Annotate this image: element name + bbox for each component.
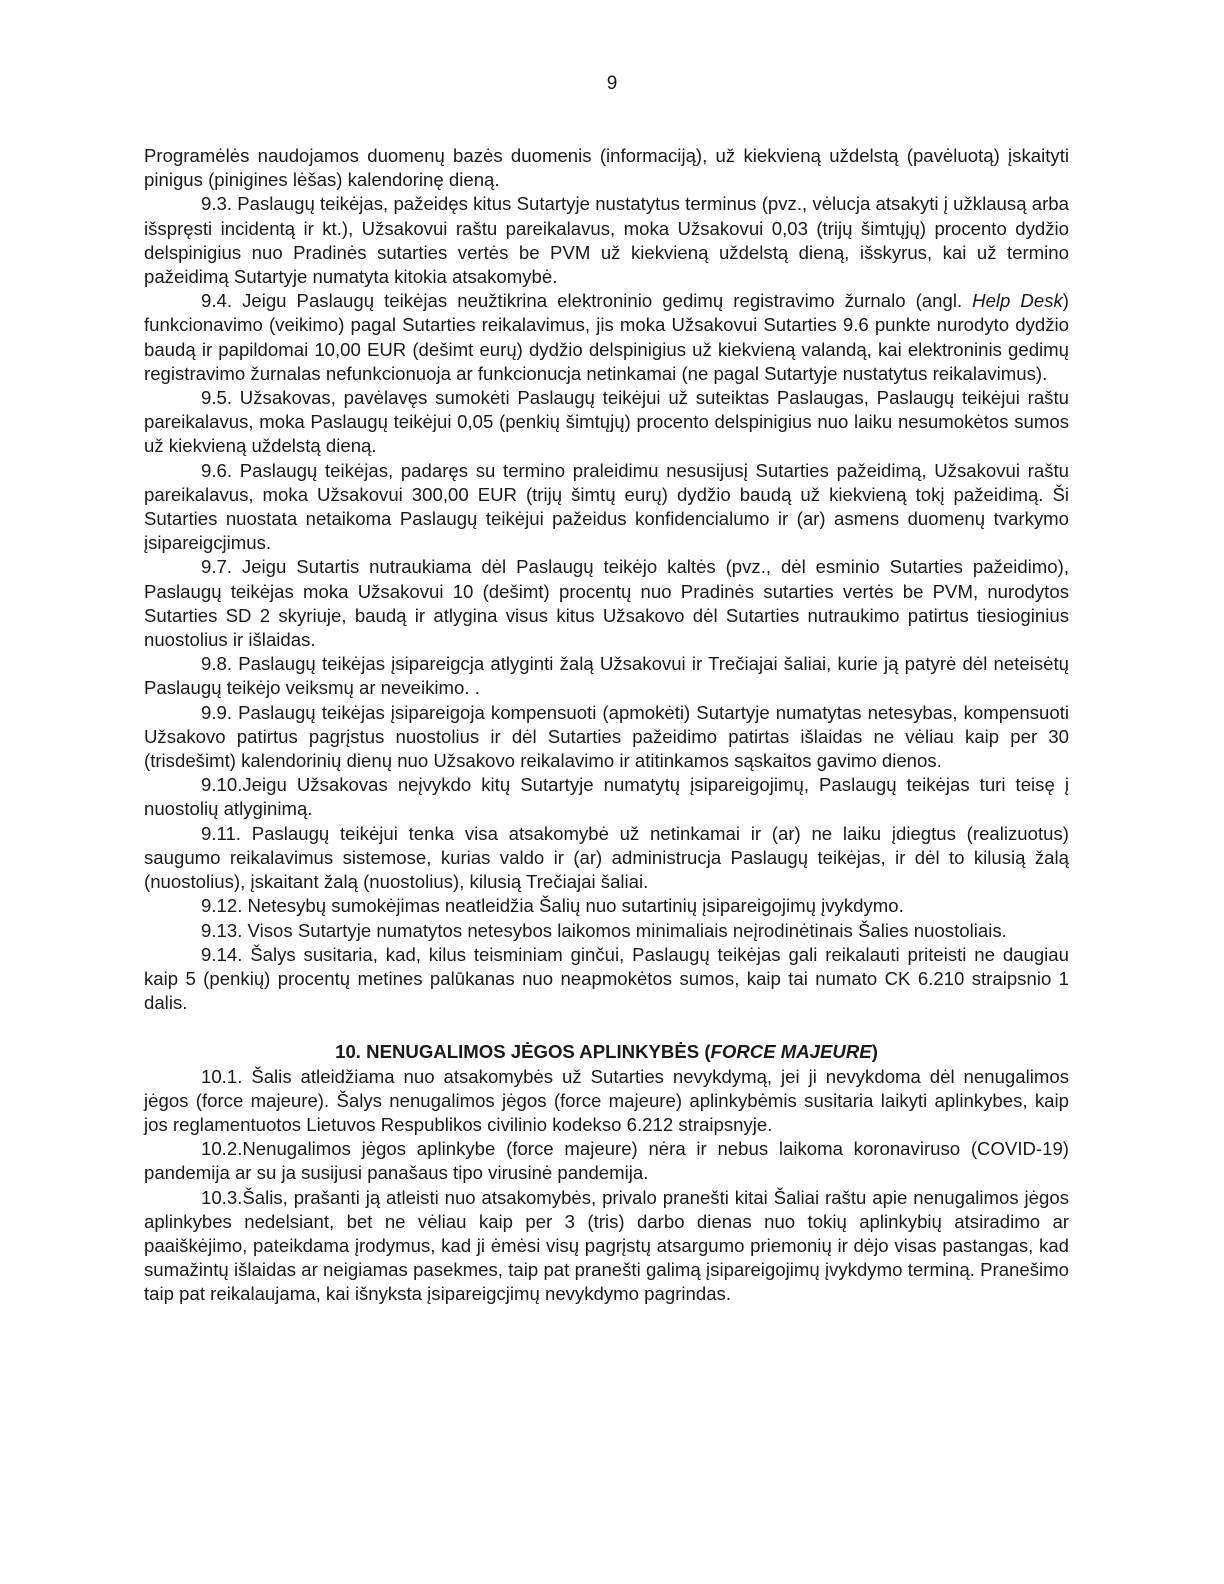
section-title-close: ) (871, 1041, 878, 1063)
paragraph-9-4 (144, 289, 1069, 386)
paragraph-number: 9.13. (201, 919, 243, 941)
document-body (144, 144, 1069, 1307)
paragraph-text: Paslaugų teikėjui tenka visa atsakomybė už netinkamai ir (ar) ne laiku įdiegtus (realizuotus) saugumo reikalavimus sistemose, kurias valdo ir (ar) administrucja Paslaugų teikėjas, ir dėl to kilusią žalą (nuostolius), įskaitant žalą (nuostolius), kilusią Trečiajai šaliai. (144, 822, 1069, 893)
paragraph-9-12 (144, 894, 1069, 918)
paragraph-9-11 (144, 822, 1069, 895)
paragraph-9-8 (144, 652, 1069, 700)
section-number: 10. (335, 1041, 361, 1063)
paragraph-text: Jeigu Užsakovas neįvykdo kitų Sutartyje numatytų įsipareigojimų, Paslaugų teikėjas turi teisę į nuostolių atlyginimą. (144, 774, 1069, 820)
paragraph-text: Šalis, prašanti ją atleisti nuo atsakomybės, privalo pranešti kitai Šaliai raštu apie nenugalimos jėgos aplinkybes nedelsiant, bet ne vėliau kaip per 3 (tris) darbo dienas nuo tokių aplinkybių atsiradimo ar paaiškėjimo, pateikdama įrodymus, kad ji ėmėsi visų pagrįstų atsargumo priemonių ir dėjo visas pastangas, kad sumažintų išlaidas ar neigiamas pasekmes, taip pat pranešti galimą įsipareigojimų įvykdymo terminą. Pranešimo taip pat reikalaujama, kai išnyksta įsipareigcjimų nevykdymo pagrindas. (144, 1186, 1069, 1305)
section-title: NENUGALIMOS JĖGOS APLINKYBĖS ( (366, 1041, 711, 1063)
section-heading (144, 1040, 1069, 1064)
paragraph-text: Visos Sutartyje numatytos netesybos laikomos minimaliais neįrodinėtinais Šalies nuostoliais. (247, 919, 1007, 941)
paragraph-number: 9.6. (201, 459, 233, 481)
paragraph-9-6 (144, 459, 1069, 556)
paragraph-10-2 (144, 1137, 1069, 1185)
paragraph-number: 10.1. (201, 1065, 243, 1087)
paragraph-text: Paslaugų teikėjas, padaręs su termino praleidimu nesusijusį Sutarties pažeidimą, Užsakovui raštu pareikalavus, moka Užsakovui 300,00 EUR (trijų šimtų eurų) dydžio baudą už kiekvieną tokį pažeidimą. Ši Sutarties nuostata netaikoma Paslaugų teikėjui pažeidus konfidencialumo ir (ar) asmens duomenų tvarkymo įsipareigcjimus. (144, 459, 1070, 554)
paragraph-number: 10.3. (201, 1186, 243, 1208)
paragraph-text: Paslaugų teikėjas įsipareigoja kompensuoti (apmokėti) Sutartyje numatytas netesybas, kompensuoti Užsakovo patirtus pagrįstus nuostolius ir dėl Sutarties pažeidimo patirtas išlaidas ne vėliau kaip per 30 (trisdešimt) kalendorinių dienų nuo Užsakovo reikalavimo ir atitinkamos sąskaitos gavimo dienos. (144, 701, 1070, 772)
paragraph-text: ) funkcionavimo (veikimo) pagal Sutarties reikalavimus, jis moka Užsakovui Sutarties 9.6 punkte nurodyto dydžio baudą ir papildomai 10,00 EUR (dešimt eurų) dydžio delspinigius už kiekvieną valandą, kai elektroninis gedimų registravimo žurnalas nefunkcionuoja ar funkcionucja netinkamai (ne pagal Sutartyje nustatytus reikalavimus). (144, 290, 1069, 384)
paragraph-9-7 (144, 555, 1069, 652)
paragraph-number: 9.3. (201, 193, 233, 215)
paragraph-number: 9.10. (201, 774, 243, 796)
paragraph-text: Šalis atleidžiama nuo atsakomybės už Sutarties nevykdymą, jei ji nevykdoma dėl nenugalimos jėgos (force majeure). Šalys nenugalimos jėgos (force majeure) aplinkybėmis susitaria laikyti aplinkybes, kaip jos reglamentuotos Lietuvos Respublikos civilinio kodekso 6.212 straipsnyje. (144, 1065, 1069, 1135)
paragraph-number: 9.11. (201, 822, 241, 844)
paragraph-number: 10.2. (201, 1138, 243, 1160)
paragraph-9-5 (144, 386, 1069, 459)
paragraph-text: Netesybų sumokėjimas neatleidžia Šalių nuo sutartinių įsipareigojimų įvykdymo. (247, 895, 904, 917)
paragraph-9-3 (144, 192, 1069, 289)
paragraph-text: Užsakovas, pavėlavęs sumokėti Paslaugų teikėjui už suteiktas Paslaugas, Paslaugų teikėjui raštu pareikalavus, moka Paslaugų teikėjui 0,05 (penkių šimtųjų) procento delspinigius nuo laiku nesumokėtos sumos už kiekvieną uždelstą dieną. (144, 387, 1069, 457)
paragraph-italic-term: Help Desk (972, 290, 1063, 312)
paragraph-text: Jeigu Sutartis nutraukiama dėl Paslaugų teikėjo kaltės (pvz., dėl esminio Sutarties pažeidimo), Paslaugų teikėjas moka Užsakovui 10 (dešimt) procentų nuo Pradinės sutarties vertės be PVM, nurodytos Sutarties SD 2 skyriuje, baudą ir atlygina visus kitus Užsakovo dėl Sutarties nutraukimo patirtus tiesioginius nuostolius ir išlaidas. (144, 556, 1069, 651)
paragraph-9-14 (144, 943, 1069, 1016)
paragraph-text: Šalys susitaria, kad, kilus teisminiam ginčui, Paslaugų teikėjas gali reikalauti priteisti ne daugiau kaip 5 (penkių) procentų metines palūkanas nuo neapmokėtos sumos, kaip tai numato CK 6.210 straipsnio 1 dalis. (144, 943, 1069, 1014)
paragraph-number: 9.5. (201, 387, 233, 409)
paragraph-number: 9.7. (201, 556, 233, 578)
paragraph-number: 9.4. (201, 290, 233, 312)
paragraph-number: 9.8. (201, 653, 233, 675)
paragraph-text: Paslaugų teikėjas įsipareigcja atlyginti žalą Užsakovui ir Trečiajai šaliai, kurie ją patyrė dėl neteisėtų Paslaugų teikėjo veiksmų ar neveikimo. . (144, 653, 1070, 699)
paragraph-text: Jeigu Paslaugų teikėjas neužtikrina elektroninio gedimų registravimo žurnalo (angl. (242, 290, 973, 312)
paragraph-number: 9.12. (201, 895, 243, 917)
paragraph-10-3 (144, 1186, 1069, 1307)
paragraph-number: 9.14. (201, 943, 243, 965)
paragraph-number: 9.9. (201, 701, 233, 723)
paragraph-9-13 (144, 919, 1069, 943)
page-number: 9 (606, 73, 618, 94)
paragraph-9-2-continued (144, 144, 1069, 192)
paragraph-text: Paslaugų teikėjas, pažeidęs kitus Sutartyje nustatytus terminus (pvz., vėlucja atsakyti į užklausą arba išspręsti incidentą ir kt.), Užsakovui raštu pareikalavus, moka Užsakovui 0,03 (trijų šimtųjų) procento dydžio delspinigius nuo Pradinės sutarties vertės be PVM už kiekvieną uždelstą dieną, išskyrus, kai už termino pažeidimą Sutartyje numatyta kitokia atsakomybė. (144, 193, 1069, 288)
paragraph-10-1 (144, 1065, 1069, 1138)
paragraph-9-9 (144, 701, 1069, 774)
paragraph-text: Nenugalimos jėgos aplinkybe (force majeure) nėra ir nebus laikoma koronaviruso (COVID-19) pandemija ar su ja susijusi panašaus tipo virusinė pandemija. (144, 1138, 1069, 1184)
section-title-italic: FORCE MAJEURE (710, 1041, 872, 1063)
paragraph-9-10 (144, 773, 1069, 821)
paragraph-text: Programėlės naudojamos duomenų bazės duomenis (informaciją), už kiekvieną uždelstą (pavėluotą) įskaityti pinigus (pinigines lėšas) kalendorinę dieną. (144, 145, 1069, 191)
